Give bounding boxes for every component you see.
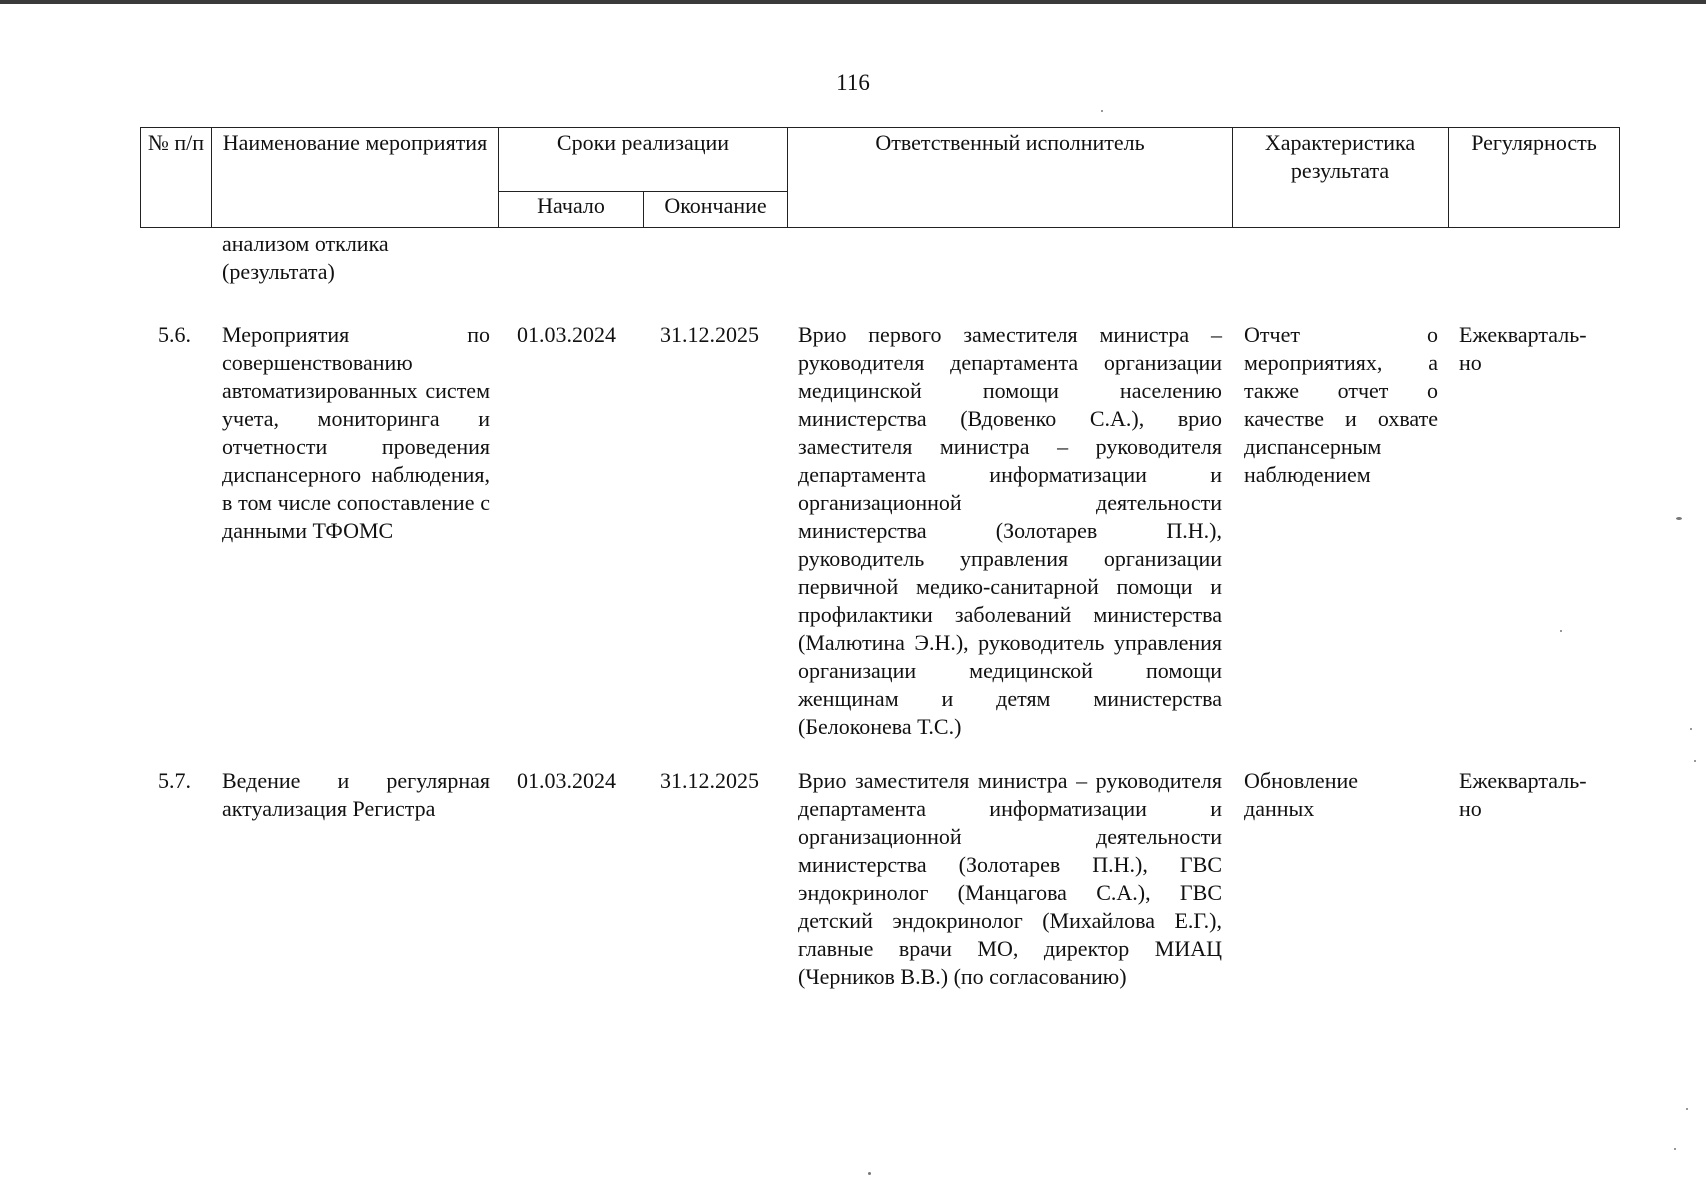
row-start-date: 01.03.2024 — [517, 322, 616, 347]
row-number: 5.6. — [158, 322, 191, 347]
row-regularity: Ежекварталь-но — [1459, 768, 1587, 821]
row-responsible: Врио первого заместителя министра – руководителя департамента организации медицинской помощи населению министерства (Вдовенко С.А.), врио заместителя министра – руководителя департамента информатизации и организационной деятельности министерства (Золотарев П.Н.), руководитель управления организации первичной медико-санитарной помощи и профилактики заболеваний министерства (Малютина Э.Н.), руководитель управления организации медицинской помощи женщинам и детям министерства (Белоконева Т.С.) — [798, 322, 1222, 739]
row-result: Отчет о мероприятиях, а также отчет о качестве и охвате диспансерным наблюдением — [1244, 322, 1438, 487]
row-result: Обновление данных — [1244, 768, 1359, 821]
row-responsible: Врио заместителя министра – руководителя департамента информатизации и организационной деятельности министерства (Золотарев П.Н.), ГВС эндокринолог (Манцагова С.А.), ГВС детский эндокринолог (Михайлова Е.Г.), главные врачи МО, директор МИАЦ (Черников В.В.) (по согласованию) — [798, 768, 1222, 989]
header-end: Окончание — [664, 193, 767, 218]
header-num: № п/п — [147, 130, 205, 155]
header-responsible: Ответственный исполнитель — [875, 130, 1145, 155]
row-start-date: 01.03.2024 — [517, 768, 616, 793]
header-start: Начало — [537, 193, 605, 218]
row-end-date: 31.12.2025 — [660, 322, 759, 347]
continuation-text: анализом отклика (результата) — [222, 231, 389, 284]
row-name: Мероприятия по совершенствованию автоматизированных систем учета, мониторинга и отчетности проведения диспансерного наблюдения, в том числе сопоставление с данными ТФОМС — [222, 322, 490, 543]
row-name: Ведение и регулярная актуализация Регистра — [222, 768, 490, 821]
header-name: Наименование мероприятия — [222, 130, 488, 155]
row-number: 5.7. — [158, 768, 191, 793]
header-period: Сроки реализации — [556, 130, 730, 155]
row-end-date: 31.12.2025 — [660, 768, 759, 793]
row-regularity: Ежекварталь-но — [1459, 322, 1587, 375]
scan-top-edge — [0, 0, 1706, 4]
header-regularity: Регулярность — [1471, 130, 1597, 155]
page-number: 116 — [836, 70, 870, 95]
header-result: Характеристика результата — [1264, 130, 1416, 183]
